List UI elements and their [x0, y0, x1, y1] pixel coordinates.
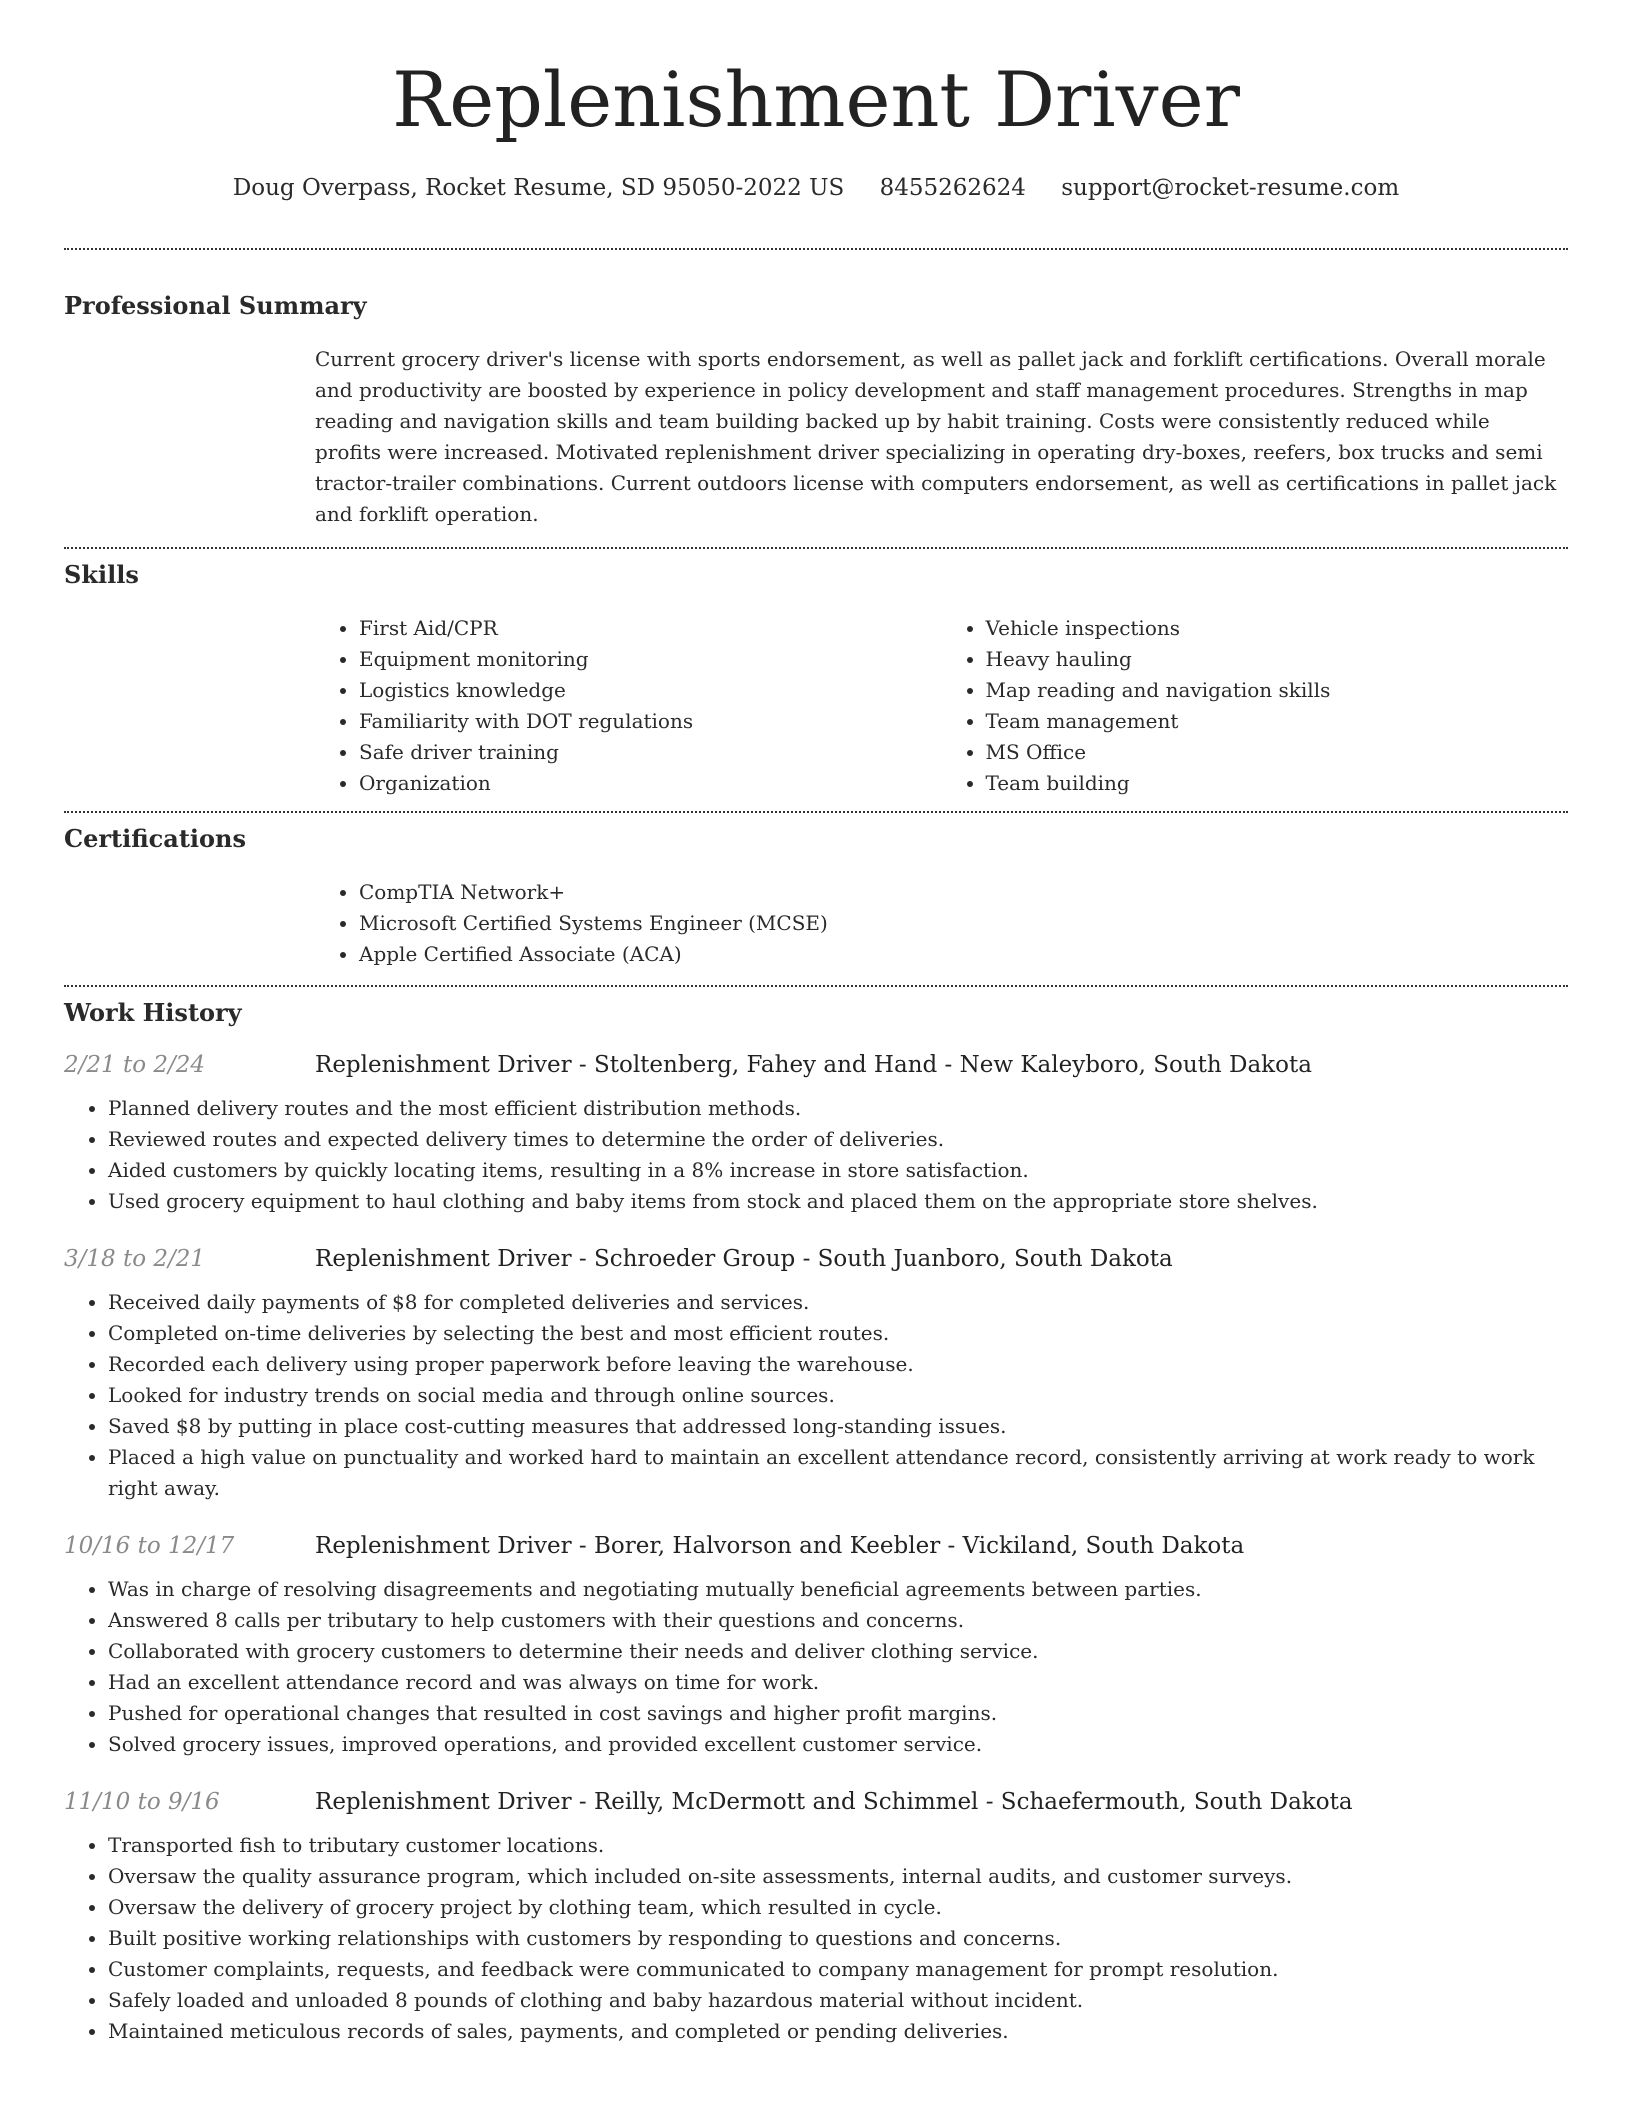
job-bullet: • Answered 8 calls per tributary to help customers with their questions and concerns.	[108, 1605, 1568, 1636]
job-bullet: • Oversaw the quality assurance program, which included on-site assessments, internal audits, and customer surveys.	[108, 1861, 1568, 1892]
skill-item: • Heavy hauling	[986, 644, 1569, 675]
skill-item: • Vehicle inspections	[986, 613, 1569, 644]
skill-item: • First Aid/CPR	[359, 613, 942, 644]
job-bullet: • Aided customers by quickly locating items, resulting in a 8% increase in store satisfaction.	[108, 1155, 1568, 1186]
job-dates: 11/10 to 9/16	[64, 1789, 220, 1815]
job-bullet: • Safely loaded and unloaded 8 pounds of clothing and baby hazardous material without incident.	[108, 1985, 1568, 2016]
job-entry	[64, 1782, 1568, 2047]
skill-item: • MS Office	[986, 737, 1569, 768]
divider	[64, 248, 1568, 250]
contact-address: Doug Overpass, Rocket Resume, SD 95050-2022 US	[232, 175, 845, 201]
skill-item: • Organization	[359, 768, 942, 799]
job-bullet: • Received daily payments of $8 for completed deliveries and services.	[108, 1287, 1568, 1318]
job-bullets	[64, 1093, 1568, 1217]
certifications-list	[315, 877, 1568, 970]
skills-section	[64, 559, 1568, 799]
work-section	[64, 997, 1568, 2047]
section-title-certifications: Certifications	[64, 824, 247, 853]
section-title-skills: Skills	[64, 560, 139, 589]
divider	[64, 811, 1568, 813]
job-bullet: • Looked for industry trends on social media and through online sources.	[108, 1380, 1568, 1411]
job-bullet: • Planned delivery routes and the most efficient distribution methods.	[108, 1093, 1568, 1124]
skill-item: • Safe driver training	[359, 737, 942, 768]
summary-text: Current grocery driver's license with sports endorsement, as well as pallet jack and forklift certifications. Overall morale and productivity are boosted by experience in policy development and staff management procedures. Strengths in map reading and navigation skills and team building backed up by habit training. Costs were consistently reduced while profits were increased. Motivated replenishment driver specializing in operating dry-boxes, reefers, box trucks and semi tractor-trailer combinations. Current outdoors license with computers endorsement, as well as certifications in pallet jack and forklift operation.	[315, 347, 1557, 526]
job-entry	[64, 1045, 1568, 1217]
certification-item: • Microsoft Certified Systems Engineer (MCSE)	[359, 908, 1568, 939]
skills-list-left	[315, 613, 942, 799]
job-bullet: • Was in charge of resolving disagreements and negotiating mutually beneficial agreements between parties.	[108, 1574, 1568, 1605]
skill-item: • Logistics knowledge	[359, 675, 942, 706]
job-bullet: • Built positive working relationships with customers by responding to questions and concerns.	[108, 1923, 1568, 1954]
job-bullet: • Used grocery equipment to haul clothing and baby items from stock and placed them on the appropriate store shelves.	[108, 1186, 1568, 1217]
resume-name: Replenishment Driver	[392, 55, 1240, 144]
section-title-work: Work History	[64, 998, 242, 1027]
job-dates: 2/21 to 2/24	[64, 1052, 206, 1078]
section-title-summary: Professional Summary	[64, 291, 367, 320]
job-dates: 3/18 to 2/21	[64, 1246, 206, 1272]
job-bullet: • Collaborated with grocery customers to determine their needs and deliver clothing service.	[108, 1636, 1568, 1667]
job-title: Replenishment Driver - Reilly, McDermott and Schimmel - Schaefermouth, South Dakota	[315, 1789, 1353, 1815]
skill-item: • Familiarity with DOT regulations	[359, 706, 942, 737]
job-bullet: • Customer complaints, requests, and feedback were communicated to company management for prompt resolution.	[108, 1954, 1568, 1985]
job-bullet: • Oversaw the delivery of grocery project by clothing team, which resulted in cycle.	[108, 1892, 1568, 1923]
job-bullets	[64, 1830, 1568, 2047]
skills-list-right	[942, 613, 1569, 799]
job-bullet: • Recorded each delivery using proper paperwork before leaving the warehouse.	[108, 1349, 1568, 1380]
certifications-section	[64, 823, 1568, 970]
skill-item: • Equipment monitoring	[359, 644, 942, 675]
certification-item: • CompTIA Network+	[359, 877, 1568, 908]
job-entry	[64, 1239, 1568, 1504]
job-title: Replenishment Driver - Borer, Halvorson and Keebler - Vickiland, South Dakota	[315, 1533, 1245, 1559]
contact-phone: 8455262624	[879, 175, 1026, 201]
divider	[64, 985, 1568, 987]
job-entry	[64, 1526, 1568, 1760]
job-bullet: • Placed a high value on punctuality and worked hard to maintain an excellent attendance record, consistently arriving at work ready to work right away.	[108, 1442, 1568, 1504]
job-bullet: • Solved grocery issues, improved operations, and provided excellent customer service.	[108, 1729, 1568, 1760]
contact-email: support@rocket-resume.com	[1061, 175, 1400, 201]
job-bullet: • Maintained meticulous records of sales, payments, and completed or pending deliveries.	[108, 2016, 1568, 2047]
job-bullets	[64, 1574, 1568, 1760]
job-bullet: • Saved $8 by putting in place cost-cutting measures that addressed long-standing issues.	[108, 1411, 1568, 1442]
job-dates: 10/16 to 12/17	[64, 1533, 235, 1559]
divider	[64, 547, 1568, 549]
contact-line	[64, 168, 1568, 208]
job-bullet: • Pushed for operational changes that resulted in cost savings and higher profit margins.	[108, 1698, 1568, 1729]
summary-section	[64, 290, 1568, 530]
resume-page	[64, 0, 1568, 2047]
certification-item: • Apple Certified Associate (ACA)	[359, 939, 1568, 970]
job-bullet: • Completed on-time deliveries by selecting the best and most efficient routes.	[108, 1318, 1568, 1349]
skill-item: • Team management	[986, 706, 1569, 737]
job-title: Replenishment Driver - Schroeder Group - South Juanboro, South Dakota	[315, 1246, 1173, 1272]
job-bullet: • Transported fish to tributary customer locations.	[108, 1830, 1568, 1861]
job-bullets	[64, 1287, 1568, 1504]
skill-item: • Team building	[986, 768, 1569, 799]
job-bullet: • Reviewed routes and expected delivery times to determine the order of deliveries.	[108, 1124, 1568, 1155]
skill-item: • Map reading and navigation skills	[986, 675, 1569, 706]
job-title: Replenishment Driver - Stoltenberg, Fahey and Hand - New Kaleyboro, South Dakota	[315, 1052, 1312, 1078]
job-bullet: • Had an excellent attendance record and was always on time for work.	[108, 1667, 1568, 1698]
